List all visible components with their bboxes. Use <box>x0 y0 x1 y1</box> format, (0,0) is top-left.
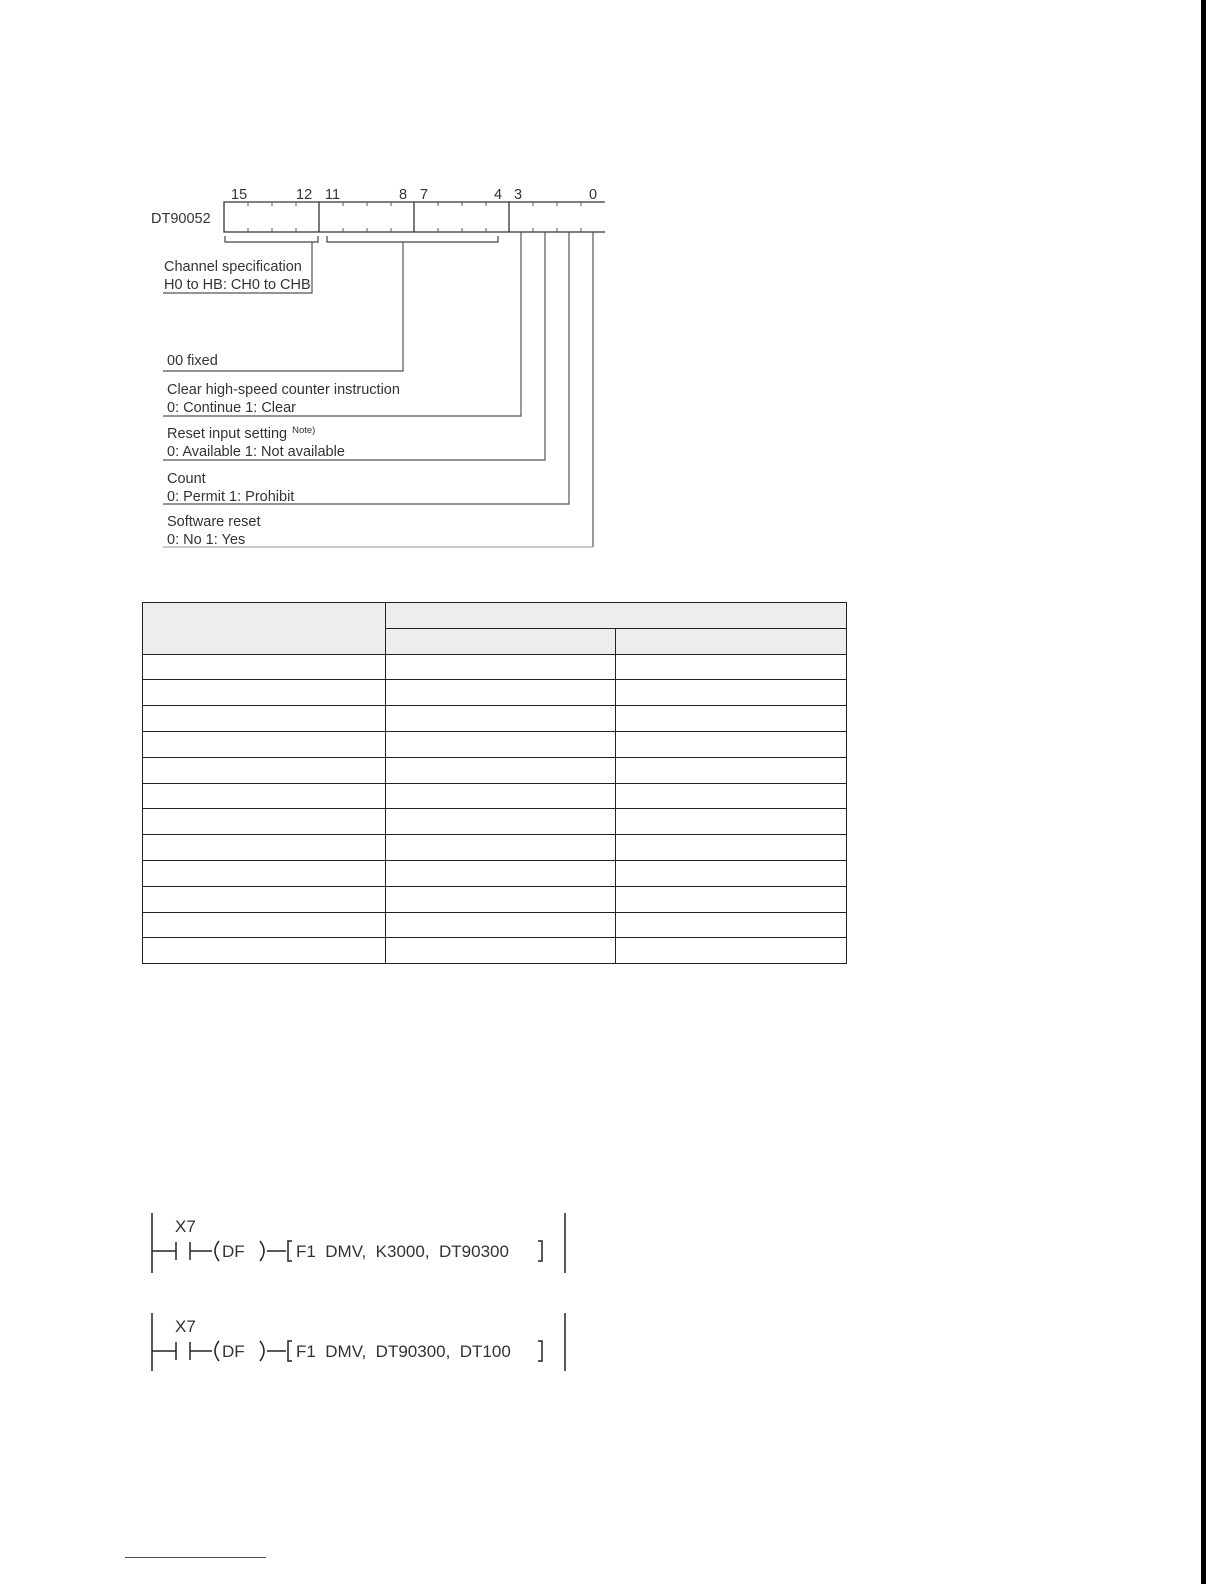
table-cell <box>616 654 847 680</box>
table-cell <box>386 835 616 861</box>
bit-label-8: 8 <box>399 187 408 203</box>
bit-label-0: 0 <box>589 187 598 203</box>
table-cell <box>386 912 616 938</box>
table-cell <box>143 654 386 680</box>
table-cell <box>386 783 616 809</box>
bit-label-11: 11 <box>325 187 341 203</box>
function-label: DF <box>222 1342 245 1361</box>
table-cell <box>616 886 847 912</box>
table-row <box>143 835 847 861</box>
table-cell <box>143 757 386 783</box>
table-cell <box>143 731 386 757</box>
field-detail-count: 0: Permit 1: Prohibit <box>167 489 295 505</box>
table-header-cell <box>616 628 847 654</box>
table-row <box>143 680 847 706</box>
instruction-label: F1 DMV, DT90300, DT100 <box>296 1342 511 1361</box>
table-cell <box>616 938 847 964</box>
contact-label: X7 <box>175 1217 196 1236</box>
table-cell <box>386 680 616 706</box>
table-cell <box>386 731 616 757</box>
table-cell <box>386 860 616 886</box>
table-cell <box>143 680 386 706</box>
table-row <box>143 886 847 912</box>
contact-label: X7 <box>175 1317 196 1336</box>
table-cell <box>616 809 847 835</box>
field-title-clear: Clear high-speed counter instruction <box>167 382 400 398</box>
table-row <box>143 706 847 732</box>
channel-table <box>142 602 847 964</box>
table-row <box>143 731 847 757</box>
table-cell <box>143 860 386 886</box>
function-label: DF <box>222 1242 245 1261</box>
instruction-label: F1 DMV, K3000, DT90300 <box>296 1242 509 1261</box>
table-header-cell <box>143 603 386 655</box>
field-detail-software-reset: 0: No 1: Yes <box>167 532 246 548</box>
table-cell <box>143 912 386 938</box>
table-cell <box>616 731 847 757</box>
register-box <box>224 202 605 232</box>
field-brackets <box>225 236 498 242</box>
table-row <box>143 654 847 680</box>
bit-register-diagram <box>0 0 1224 600</box>
ladder-rung <box>152 1313 565 1371</box>
table-row <box>143 938 847 964</box>
table-row <box>143 860 847 886</box>
field-title-count: Count <box>167 471 206 487</box>
reset-input-title: Reset input setting <box>167 426 288 442</box>
table-cell <box>386 654 616 680</box>
field-title-reset-input <box>167 425 315 442</box>
table-cell <box>616 783 847 809</box>
table-row <box>143 809 847 835</box>
register-name: DT90052 <box>151 211 211 227</box>
field-title-fixed: 00 fixed <box>167 353 218 369</box>
footnote-separator <box>125 1557 266 1558</box>
table-cell <box>616 860 847 886</box>
table-cell <box>616 757 847 783</box>
table-row <box>143 783 847 809</box>
table-cell <box>386 809 616 835</box>
table-cell <box>386 757 616 783</box>
field-detail-clear: 0: Continue 1: Clear <box>167 400 296 416</box>
table-cell <box>616 706 847 732</box>
bit-label-7: 7 <box>420 187 429 203</box>
table-cell <box>386 886 616 912</box>
table-cell <box>386 706 616 732</box>
bit-label-3: 3 <box>514 187 523 203</box>
table-cell <box>616 912 847 938</box>
table-cell <box>616 680 847 706</box>
table-cell <box>143 938 386 964</box>
table-cell <box>386 938 616 964</box>
table-cell <box>143 783 386 809</box>
bit-label-4: 4 <box>494 187 503 203</box>
ladder-rung <box>152 1213 565 1273</box>
table-cell <box>143 886 386 912</box>
table-header-cell <box>386 628 616 654</box>
table-header-cell <box>386 603 847 629</box>
field-title-software-reset: Software reset <box>167 514 261 530</box>
table-cell <box>616 835 847 861</box>
table-row <box>143 757 847 783</box>
table-cell <box>143 809 386 835</box>
table-header-row <box>143 603 847 629</box>
table-cell <box>143 835 386 861</box>
table-row <box>143 912 847 938</box>
bit-label-15: 15 <box>231 187 248 203</box>
reset-input-note: Note) <box>292 425 316 436</box>
field-title-channel: Channel specification <box>164 259 302 275</box>
field-detail-reset-input: 0: Available 1: Not available <box>167 444 345 460</box>
table-cell <box>143 706 386 732</box>
bit-label-12: 12 <box>296 187 313 203</box>
field-detail-channel: H0 to HB: CH0 to CHB <box>164 277 311 293</box>
